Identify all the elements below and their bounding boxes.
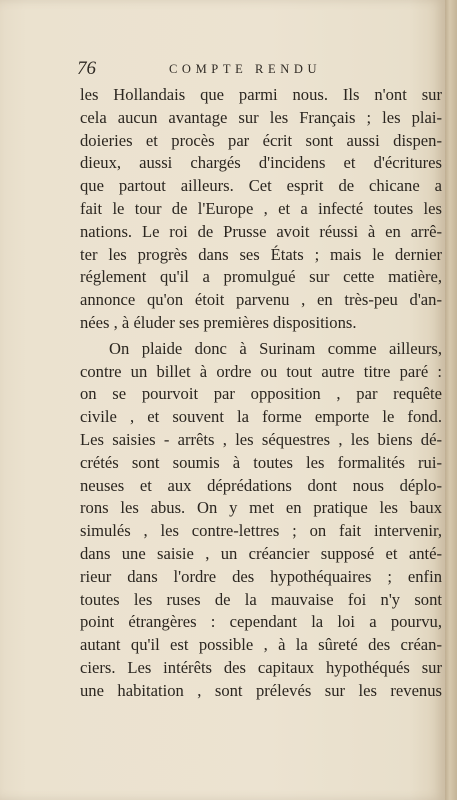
text-line: dieux, aussi chargés d'incidens et d'écritures xyxy=(80,153,442,173)
text-line: réglement qu'il a promulgué sur cette matière, xyxy=(80,267,442,287)
text-line: que partout ailleurs. Cet esprit de chicane a xyxy=(80,176,442,196)
text-line: neuses et aux déprédations dont nous déplo- xyxy=(80,475,442,495)
text-line: crétés sont soumis à toutes les formalités rui- xyxy=(80,452,442,472)
text-line: civile , et souvent la forme emporte le fond. xyxy=(80,407,442,427)
text-line: fait le tour de l'Europe , et a infecté toutes les xyxy=(80,198,442,218)
text-line: On plaide donc à Surinam comme ailleurs, xyxy=(109,338,442,358)
text-line: doieries et procès par écrit sont aussi dispen- xyxy=(80,130,442,150)
page-edge xyxy=(445,0,457,800)
text-line: les Hollandais que parmi nous. Ils n'ont sur xyxy=(80,85,442,104)
text-line: Les saisies - arrêts , les séquestres , les biens dé- xyxy=(80,429,442,449)
text-line: ter les progrès dans ses États ; mais le dernier xyxy=(80,244,442,264)
text-line: toutes les ruses de la mauvaise foi n'y sont xyxy=(80,589,442,609)
text-line: simulés , les contre-lettres ; on fait intervenir, xyxy=(80,521,442,541)
text-line: nées , à éluder ses premières dispositions. xyxy=(80,312,357,332)
text-line: une habitation , sont prélevés sur les revenus xyxy=(80,680,442,700)
text-line: ciers. Les intérêts des capitaux hypothéqués sur xyxy=(80,657,442,677)
running-title: COMPTE RENDU xyxy=(169,62,322,76)
text-line: nations. Le roi de Prusse avoit réussi à en arrê- xyxy=(80,221,442,241)
text-line: point étrangères : cependant la loi a pourvu, xyxy=(80,612,442,632)
text-line: contre un billet à ordre ou tout autre titre paré : xyxy=(80,361,442,381)
text-line: dans une saisie , un créancier supposé et anté- xyxy=(80,543,442,563)
text-line: on se pourvoit par opposition , par requête xyxy=(80,384,442,404)
text-line: annonce qu'on étoit parvenu , en très-peu d'an- xyxy=(80,290,442,310)
text-line: rieur dans l'ordre des hypothéquaires ; enfin xyxy=(80,566,442,586)
text-line: cela aucun avantage sur les Français ; les plai- xyxy=(80,107,442,127)
text-line: rons les abus. On y met en pratique les baux xyxy=(80,498,442,518)
running-head xyxy=(77,58,447,82)
body-text xyxy=(80,84,442,703)
text-line: autant qu'il est possible , à la sûreté des créan- xyxy=(80,635,442,655)
page-number: 76 xyxy=(77,58,96,79)
